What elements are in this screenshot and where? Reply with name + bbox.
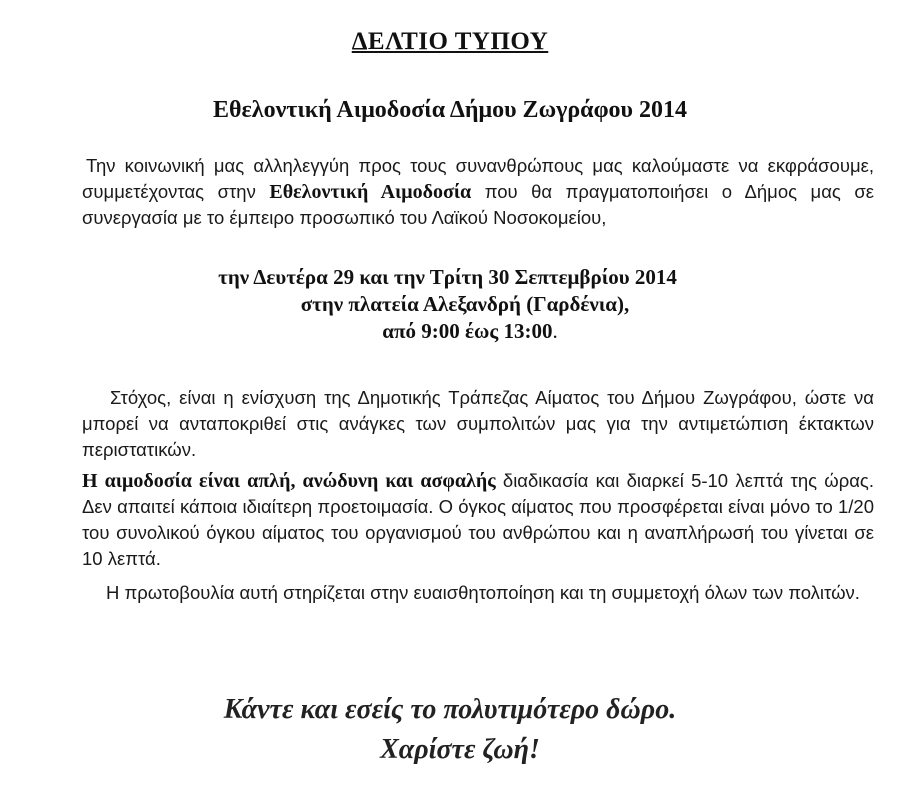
intro-text-before: Την κοινωνική μας αλληλεγγύη προς τους συνανθρώπους μας καλούμαστε να εκφράσουμε, συμμετέχοντας στην [82,155,874,202]
intro-paragraph [82,153,874,231]
goal-paragraph: Στόχος, είναι η ενίσχυση της Δημοτικής Τράπεζας Αίματος του Δήμου Ζωγράφου, ώστε να μπορεί να ανταποκριθεί στις ανάγκες των συμπολιτών μας για την αντιμετώπιση έκτακτων περιστατικών. [82,387,874,460]
event-hours-end: . [552,319,558,343]
event-location: στην πλατεία Αλεξανδρή (Γαρδένια), [300,292,630,316]
safety-text: διαδικασία και διαρκεί 5-10 λεπτά της ώρας. Δεν απαιτεί κάποια ιδιαίτερη προετοιμασία. Ο όγκος αίματος που προσφέρεται είναι μόνο το 1/20 του συνολικού όγκου αίματος του οργανισμού του ανθρώπου και η αναπλήρωσή του γίνεται σε 10 λεπτά. [82,470,874,569]
intro-text-after: που θα πραγματοποιήσει ο Δήμος μας σε συνεργασία με το έμπειρο προσωπικό του Λαϊκού Νοσοκομείου, [82,181,874,228]
safety-emphasis: Η αιμοδοσία είναι απλή, ανώδυνη και ασφαλής [82,470,496,492]
safety-paragraph [82,468,874,572]
event-hours: από 9:00 έως 13:00 [382,319,553,343]
headline: Εθελοντική Αιμοδοσία Δήμου Ζωγράφου 2014 [212,97,688,123]
closing-line-1: Κάντε και εσείς το πολυτιμότερο δώρο. [223,694,677,725]
event-dates: την Δευτέρα 29 και την Τρίτη 30 Σεπτεμβρίου 2014 [218,265,677,289]
initiative-paragraph: Η πρωτοβουλία αυτή στηρίζεται στην ευαισθητοποίηση και τη συμμετοχή όλων των πολιτών. [106,582,860,603]
document-type-title: ΔΕΛΤΙΟ ΤΥΠΟΥ [351,28,549,55]
event-hours-line [40,318,900,345]
intro-emphasis: Εθελοντική Αιμοδοσία [269,181,472,203]
closing-line-2: Χαρίστε ζωή! [380,734,540,765]
closing-message [0,690,900,770]
event-details [0,264,900,345]
